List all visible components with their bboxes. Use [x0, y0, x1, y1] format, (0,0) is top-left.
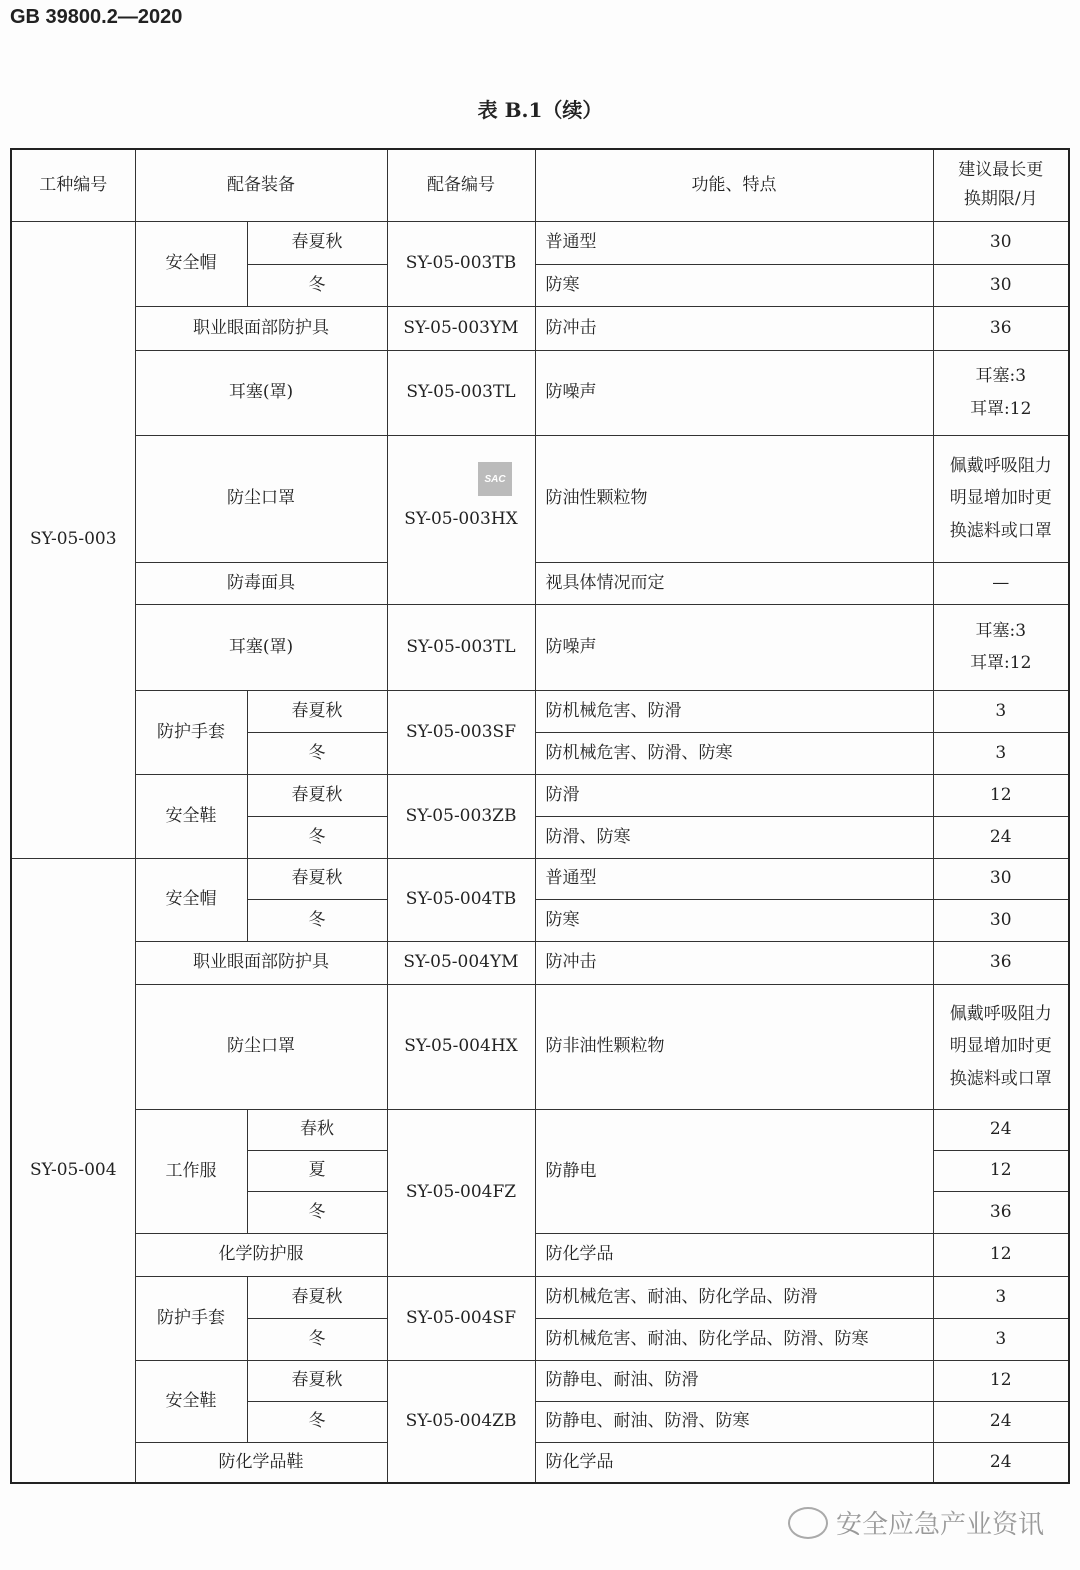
- table-cell: 12: [933, 1233, 1069, 1276]
- table-row: [11, 1233, 1069, 1276]
- watermark: [788, 1504, 1044, 1541]
- table-cell: 冬: [247, 816, 387, 858]
- table-row: [11, 984, 1069, 1109]
- header-cell: 配备装备: [135, 149, 387, 221]
- table-row: [11, 774, 1069, 816]
- table-cell: 安全鞋: [135, 774, 247, 858]
- table-row: [11, 858, 1069, 899]
- table-cell: 安全帽: [135, 221, 247, 306]
- table-cell: 36: [933, 1191, 1069, 1233]
- table-cell: 耳塞:3 耳罩:12: [933, 350, 1069, 435]
- table-cell: 30: [933, 221, 1069, 264]
- table-cell: 防机械危害、防滑、防寒: [535, 732, 933, 774]
- table-header-row: [11, 149, 1069, 221]
- table-cell: 防尘口罩: [135, 435, 387, 562]
- table-row: [11, 435, 1069, 562]
- table-cell: SY-05-003TL: [387, 350, 535, 435]
- table-cell: 30: [933, 858, 1069, 899]
- table-cell: 防机械危害、防滑: [535, 690, 933, 732]
- table-cell: 防毒面具: [135, 562, 387, 604]
- table-cell: 冬: [247, 1191, 387, 1233]
- table-cell: SY-05-004YM: [387, 941, 535, 984]
- table-cell: 春夏秋: [247, 774, 387, 816]
- table-cell: 3: [933, 1276, 1069, 1318]
- watermark-text: 安全应急产业资讯: [835, 1510, 1044, 1540]
- table-cell: 防护手套: [135, 690, 247, 774]
- table-cell: 防滑: [535, 774, 933, 816]
- table-cell: 3: [933, 1318, 1069, 1360]
- table-cell: 冬: [247, 1318, 387, 1360]
- table-cell: 冬: [247, 899, 387, 941]
- table-cell: 防静电: [535, 1109, 933, 1233]
- table-cell: SY-05-004ZB: [387, 1360, 535, 1483]
- table-cell: 12: [933, 774, 1069, 816]
- equipment-table: [10, 148, 1070, 1484]
- table-cell: SY-05-003: [11, 221, 135, 858]
- table-cell: 防油性颗粒物: [535, 435, 933, 562]
- table-row: [11, 1109, 1069, 1150]
- table-row: [11, 690, 1069, 732]
- table-cell: SY-05-004FZ: [387, 1109, 535, 1276]
- table-cell: 30: [933, 264, 1069, 306]
- table-cell: 安全鞋: [135, 1360, 247, 1442]
- table-cell: 防静电、耐油、防滑: [535, 1360, 933, 1401]
- table-cell: 3: [933, 732, 1069, 774]
- table-cell: 冬: [247, 264, 387, 306]
- sac-stamp-logo: SAC: [478, 462, 512, 496]
- table-cell: 36: [933, 941, 1069, 984]
- table-row: [11, 1442, 1069, 1483]
- table-cell: —: [933, 562, 1069, 604]
- table-row: [11, 221, 1069, 264]
- table-cell: 耳塞(罩): [135, 350, 387, 435]
- table-cell: 职业眼面部防护具: [135, 941, 387, 984]
- table-cell: 普通型: [535, 858, 933, 899]
- table-cell: 化学防护服: [135, 1233, 387, 1276]
- table-cell: 12: [933, 1360, 1069, 1401]
- table-cell: SY-05-003ZB: [387, 774, 535, 858]
- table-row: [11, 941, 1069, 984]
- table-cell: 24: [933, 1109, 1069, 1150]
- table-cell: 防噪声: [535, 350, 933, 435]
- table-cell: SY-05-004HX: [387, 984, 535, 1109]
- table-cell: 24: [933, 1442, 1069, 1483]
- header-cell: 工种编号: [11, 149, 135, 221]
- header-cell: 功能、特点: [535, 149, 933, 221]
- table-cell: 防寒: [535, 899, 933, 941]
- header-cell: 建议最长更 换期限/月: [933, 149, 1069, 221]
- table-cell: 30: [933, 899, 1069, 941]
- table-cell: 耳塞(罩): [135, 604, 387, 690]
- table-cell: 防尘口罩: [135, 984, 387, 1109]
- table-cell: 春夏秋: [247, 858, 387, 899]
- table-cell: 防滑、防寒: [535, 816, 933, 858]
- table-cell: 耳塞:3 耳罩:12: [933, 604, 1069, 690]
- table-cell: SY-05-003YM: [387, 306, 535, 350]
- table-cell: 佩戴呼吸阻力 明显增加时更 换滤料或口罩: [933, 435, 1069, 562]
- table-cell: 春夏秋: [247, 221, 387, 264]
- table-cell: 冬: [247, 732, 387, 774]
- table-cell: 防护手套: [135, 1276, 247, 1360]
- table-title: 表 B.1（续）: [477, 98, 603, 122]
- table-cell: 视具体情况而定: [535, 562, 933, 604]
- table-cell: 防化学品鞋: [135, 1442, 387, 1483]
- table-cell: 防机械危害、耐油、防化学品、防滑、防寒: [535, 1318, 933, 1360]
- table-cell: 24: [933, 1401, 1069, 1442]
- table-cell: 佩戴呼吸阻力 明显增加时更 换滤料或口罩: [933, 984, 1069, 1109]
- table-cell: 防冲击: [535, 306, 933, 350]
- table-cell: 春秋: [247, 1109, 387, 1150]
- table-cell: 防冲击: [535, 941, 933, 984]
- table-cell: SY-05-003TB: [387, 221, 535, 306]
- table-cell: 36: [933, 306, 1069, 350]
- table-cell: 防化学品: [535, 1442, 933, 1483]
- wechat-icon: [788, 1507, 828, 1539]
- table-cell: 冬: [247, 1401, 387, 1442]
- table-cell: 夏: [247, 1150, 387, 1191]
- table-cell: 防非油性颗粒物: [535, 984, 933, 1109]
- table-cell: 普通型: [535, 221, 933, 264]
- table-row: [11, 604, 1069, 690]
- table-cell: SY-05-004SF: [387, 1276, 535, 1360]
- table-row: [11, 562, 1069, 604]
- table-cell: 工作服: [135, 1109, 247, 1233]
- table-cell: 12: [933, 1150, 1069, 1191]
- table-cell: 安全帽: [135, 858, 247, 941]
- table-cell: 防化学品: [535, 1233, 933, 1276]
- table-cell: 3: [933, 690, 1069, 732]
- table-row: [11, 1360, 1069, 1401]
- table-cell: SY-05-003HX: [387, 435, 535, 604]
- table-row: [11, 350, 1069, 435]
- table-cell: 职业眼面部防护具: [135, 306, 387, 350]
- table-cell: 防寒: [535, 264, 933, 306]
- table-cell: 防机械危害、耐油、防化学品、防滑: [535, 1276, 933, 1318]
- table-cell: 24: [933, 816, 1069, 858]
- header-cell: 配备编号: [387, 149, 535, 221]
- table-cell: 防噪声: [535, 604, 933, 690]
- table-cell: 春夏秋: [247, 1276, 387, 1318]
- table-cell: 防静电、耐油、防滑、防寒: [535, 1401, 933, 1442]
- table-row: [11, 306, 1069, 350]
- table-cell: SY-05-003SF: [387, 690, 535, 774]
- table-cell: SY-05-003TL: [387, 604, 535, 690]
- table-cell: SY-05-004TB: [387, 858, 535, 941]
- table-cell: 春夏秋: [247, 690, 387, 732]
- standard-number: GB 39800.2—2020: [10, 6, 183, 28]
- table-row: [11, 1276, 1069, 1318]
- table-cell: 春夏秋: [247, 1360, 387, 1401]
- table-cell: SY-05-004: [11, 858, 135, 1483]
